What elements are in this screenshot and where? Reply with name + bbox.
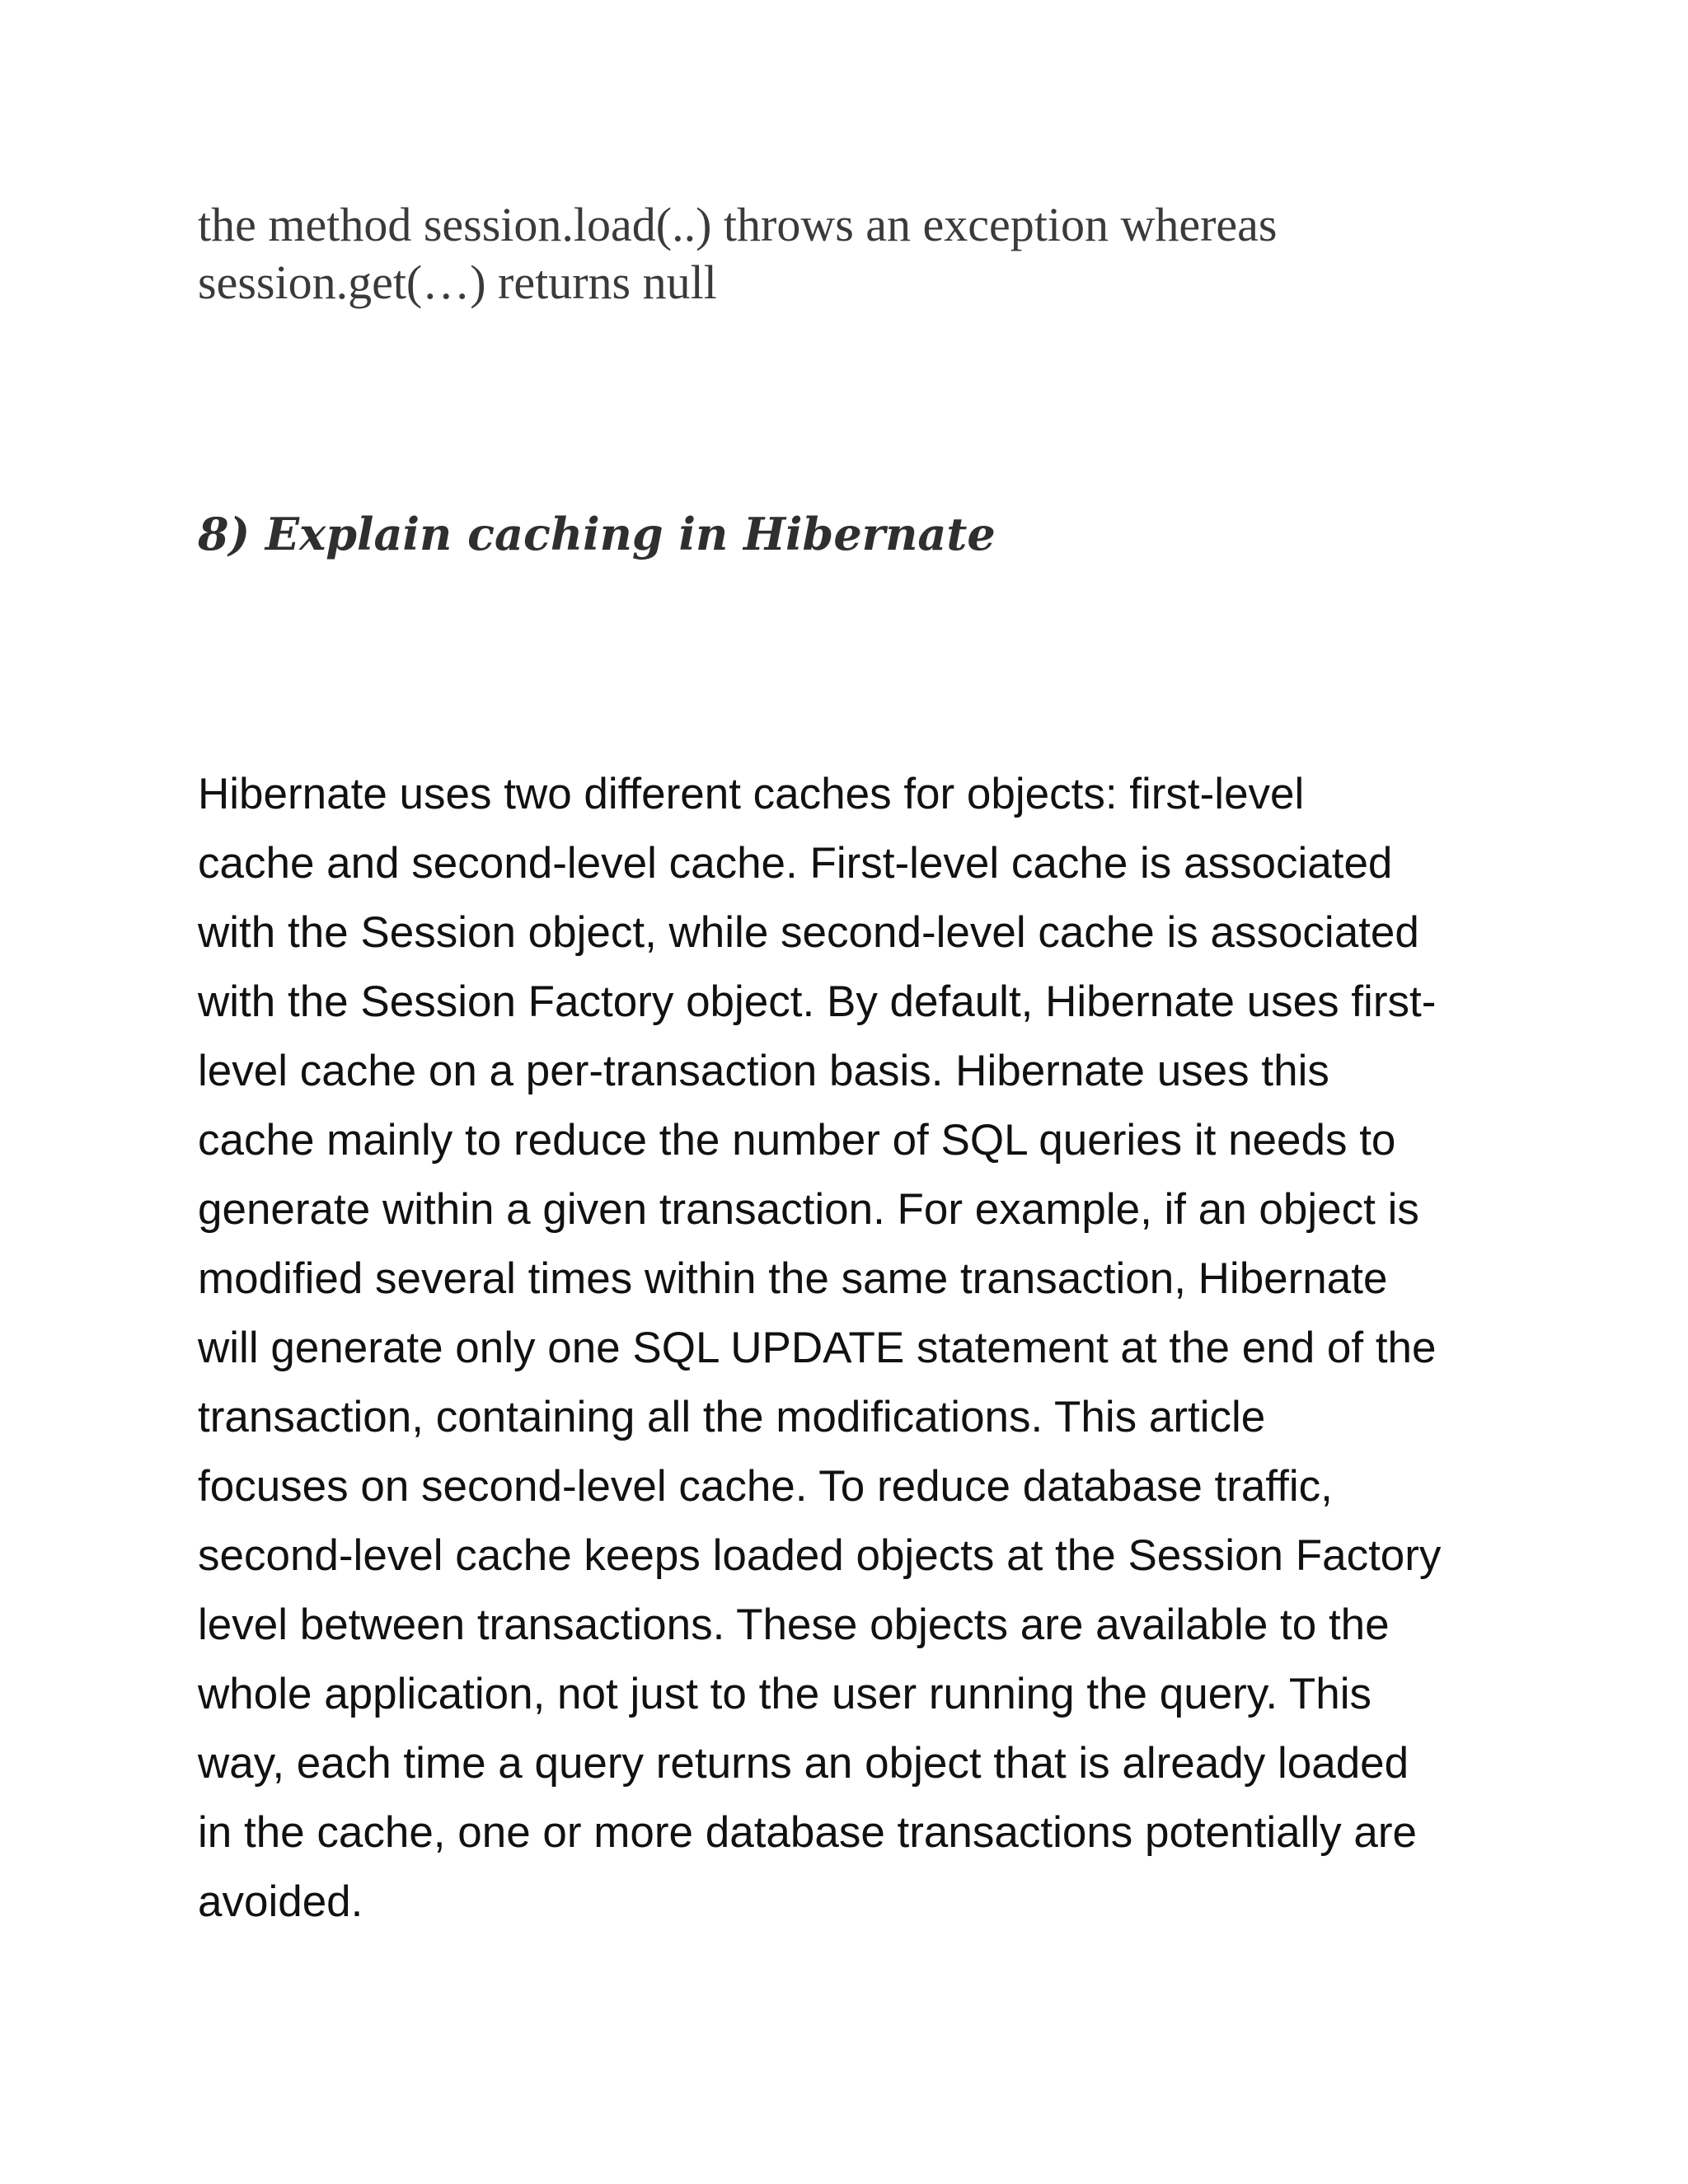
body-line: cache and second-level cache. First-level cache is associated bbox=[198, 839, 1393, 888]
body-line: with the Session object, while second-level cache is associated bbox=[198, 908, 1419, 957]
body-line: whole application, not just to the user running the query. This bbox=[198, 1670, 1372, 1718]
body-line: cache mainly to reduce the number of SQL queries it needs to bbox=[198, 1116, 1396, 1165]
body-line: way, each time a query returns an object that is already loaded bbox=[198, 1739, 1409, 1788]
body-line: level between transactions. These objects are available to the bbox=[198, 1601, 1390, 1649]
body-line: second-level cache keeps loaded objects at the Session Factory bbox=[198, 1531, 1442, 1580]
body-line: will generate only one SQL UPDATE statement at the end of the bbox=[198, 1324, 1437, 1372]
section-heading: 8) Explain caching in Hibernate bbox=[198, 508, 996, 560]
body-line: transaction, containing all the modifications. This article bbox=[198, 1393, 1266, 1441]
body-line: focuses on second-level cache. To reduce database traffic, bbox=[198, 1462, 1333, 1511]
intro-line-2: session.get(…) returns null bbox=[198, 255, 717, 309]
body-line: level cache on a per-transaction basis. Hibernate uses this bbox=[198, 1047, 1329, 1095]
body-line: with the Session Factory object. By default, Hibernate uses first- bbox=[198, 977, 1437, 1026]
body-line: Hibernate uses two different caches for objects: first-level bbox=[198, 770, 1305, 818]
body-line: in the cache, one or more database transactions potentially are bbox=[198, 1808, 1418, 1857]
body-line: generate within a given transaction. For example, if an object is bbox=[198, 1185, 1419, 1234]
intro-line-1: the method session.load(..) throws an exception whereas bbox=[198, 198, 1278, 251]
body-line: modified several times within the same transaction, Hibernate bbox=[198, 1254, 1388, 1303]
body-line: avoided. bbox=[198, 1877, 363, 1926]
